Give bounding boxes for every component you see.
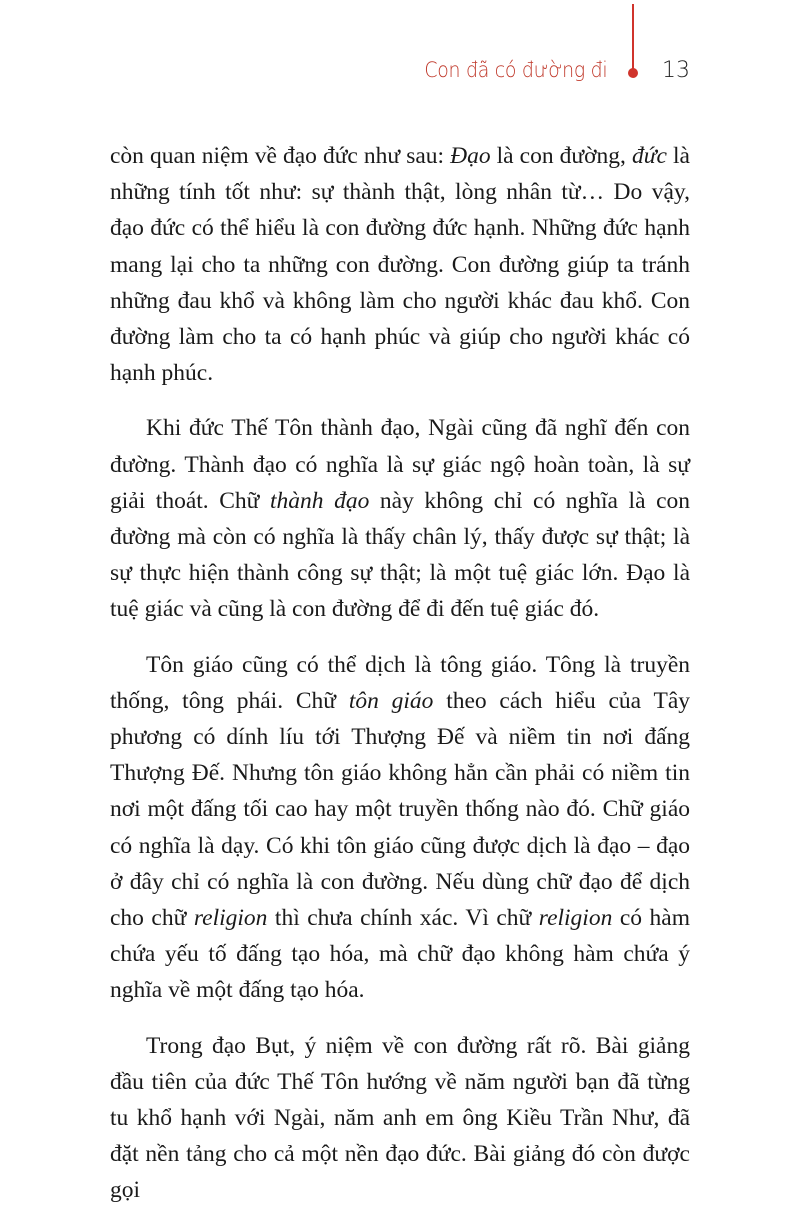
text-segment: Khi đức Thế Tôn thành đạo, Ngài cũng đã nghĩ đến con đường. Thành đạo có nghĩa là sự giác ngộ hoàn toàn, là sự giải thoát. Chữ — [110, 415, 690, 514]
italic-term: religion — [538, 905, 613, 932]
italic-term: tôn giáo — [348, 687, 434, 714]
chapter-title: Con đã có đường đi — [423, 58, 607, 82]
italic-term: Đạo — [450, 143, 491, 169]
paragraph — [110, 647, 690, 1009]
body-text — [110, 138, 690, 1228]
text-segment: có hàm chứa yếu tố đấng tạo hóa, mà chữ đạo không hàm chứa ý nghĩa về một đấng tạo hóa. — [110, 905, 690, 1004]
text-segment: Tôn giáo cũng có thể dịch là tông giáo. Tông là truyền thống, tông phái. Chữ — [110, 651, 690, 714]
header-rule — [632, 4, 634, 74]
text-segment: này không chỉ có nghĩa là con đường mà còn có nghĩa là thấy chân lý, thấy được sự thật; là sự thực hiện thành công sự thật; là một tuệ giác lớn. Đạo là tuệ giác và cũng là con đường để đi đến tuệ giác đó. — [110, 487, 691, 623]
page-number: 13 — [662, 58, 690, 83]
italic-term: thành đạo — [269, 487, 370, 514]
header-dot-ornament — [628, 68, 638, 78]
paragraph — [110, 138, 690, 391]
text-segment: là con đường, — [490, 143, 632, 169]
text-segment: thì chưa chính xác. Vì chữ — [267, 905, 539, 932]
text-segment: theo cách hiểu của Tây phương có dính líu tới Thượng Đế và niềm tin nơi đấng Thượng Đế. Nhưng tôn giáo không hẳn cần phải có niềm tin nơi một đấng tối cao hay một truyền thống nào đó. Chữ giáo có nghĩa là dạy. Có khi tôn giáo cũng được dịch là đạo – đạo ở đây chỉ có nghĩa là con đường. Nếu dùng chữ đạo để dịch cho chữ — [110, 687, 690, 932]
italic-term: đức — [631, 143, 667, 169]
text-segment: còn quan niệm về đạo đức như sau: — [110, 143, 451, 169]
text-segment: là những tính tốt như: sự thành thật, lòng nhân từ… Do vậy, đạo đức có thể hiểu là con đường đức hạnh. Những đức hạnh mang lại cho ta những con đường. Con đường giúp ta tránh những đau khổ và không làm cho người khác đau khổ. Con đường làm cho ta có hạnh phúc và giúp cho người khác có hạnh phúc. — [110, 143, 690, 387]
paragraph — [110, 1028, 690, 1209]
paragraph — [110, 410, 690, 627]
text-segment: Trong đạo Bụt, ý niệm về con đường rất rõ. Bài giảng đầu tiên của đức Thế Tôn hướng về năm người bạn đã từng tu khổ hạnh với Ngài, năm anh em ông Kiều Trần Như, đã đặt nền tảng cho cả một nền đạo đức. Bài giảng đó còn được gọi — [110, 1032, 690, 1204]
italic-term: religion — [193, 905, 268, 932]
running-head — [0, 0, 800, 110]
